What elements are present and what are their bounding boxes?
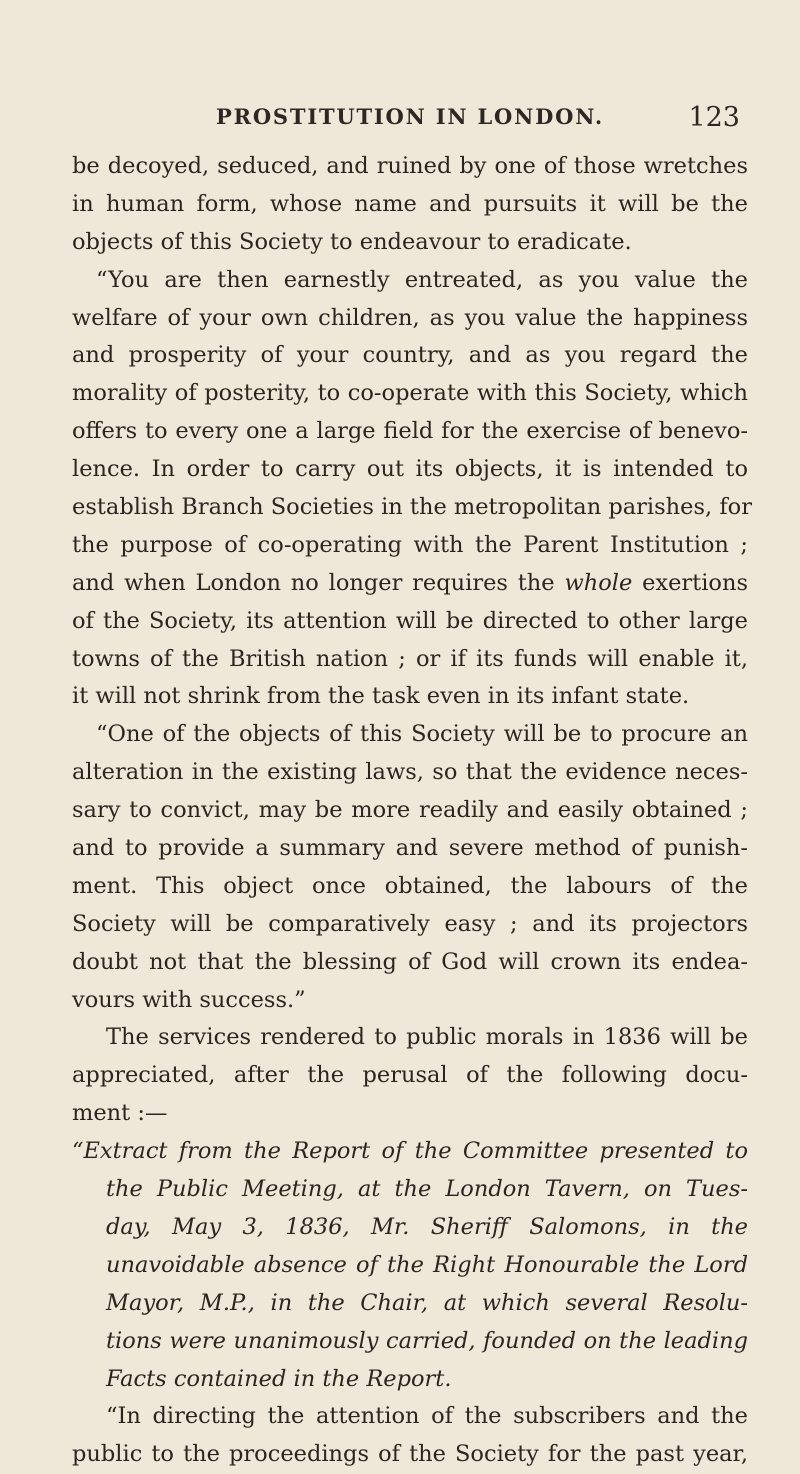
- text-line: and prosperity of your country, and as you regard the: [72, 342, 748, 369]
- text-line: lence. In order to carry out its objects, it is intended to: [72, 456, 748, 483]
- running-title: PROSTITUTION IN LONDON.: [216, 104, 604, 129]
- text-line: The services rendered to public morals in 1836 will be: [106, 1024, 748, 1051]
- emphasis: whole: [564, 569, 633, 596]
- extract-heading-line: the Public Meeting, at the London Tavern, on Tues-: [106, 1176, 748, 1203]
- text-line: [72, 565, 748, 603]
- extract-heading-line: Facts contained in the Report.: [106, 1365, 452, 1392]
- extract-heading-line: “Extract from the Report of the Committee presented to: [72, 1138, 748, 1165]
- text-line: Society will be comparatively easy ; and its projectors: [72, 910, 748, 937]
- text-line: appreciated, after the perusal of the following docu-: [72, 1062, 748, 1089]
- text-line: vours with success.”: [72, 986, 306, 1013]
- running-head: [72, 104, 748, 134]
- text-line: establish Branch Societies in the metropolitan parishes, for: [72, 494, 752, 521]
- text-line: in human form, whose name and pursuits it will be the: [72, 190, 748, 217]
- text-segment: exertions: [642, 569, 748, 596]
- text-line: it will not shrink from the task even in its infant state.: [72, 683, 690, 710]
- text-line: morality of posterity, to co-operate with this Society, which: [72, 380, 748, 407]
- text-line: of the Society, its attention will be directed to other large: [72, 607, 748, 634]
- body-text: [72, 148, 752, 1474]
- text-line: and to provide a summary and severe method of punish-: [72, 835, 748, 862]
- page-number: 123: [688, 102, 740, 133]
- text-line: alteration in the existing laws, so that the evidence neces-: [72, 759, 748, 786]
- text-line: “You are then earnestly entreated, as you value the: [96, 266, 748, 293]
- extract-heading-line: Mayor, M.P., in the Chair, at which several Resolu-: [106, 1289, 748, 1316]
- text-line: ment. This object once obtained, the labours of the: [72, 872, 748, 899]
- text-line: “In directing the attention of the subscribers and the: [106, 1403, 748, 1430]
- text-line: offers to every one a large field for the exercise of benevo-: [72, 418, 748, 445]
- text-segment: and when London no longer requires the: [72, 569, 555, 596]
- text-line: welfare of your own children, as you value the happiness: [72, 304, 748, 331]
- text-line: doubt not that the blessing of God will crown its endea-: [72, 948, 748, 975]
- text-line: ment :—: [72, 1100, 168, 1127]
- text-line: sary to convict, may be more readily and easily obtained ;: [72, 797, 748, 824]
- text-line: be decoyed, seduced, and ruined by one of those wretches: [72, 153, 748, 179]
- text-line: “One of the objects of this Society will be to procure an: [96, 721, 748, 748]
- extract-heading-line: tions were unanimously carried, founded on the leading: [106, 1327, 748, 1354]
- text-line: objects of this Society to endeavour to eradicate.: [72, 228, 632, 255]
- extract-heading-line: unavoidable absence of the Right Honourable the Lord: [106, 1251, 748, 1278]
- text-line: the purpose of co-operating with the Parent Institution ;: [72, 531, 748, 558]
- text-line: public to the proceedings of the Society for the past year,: [72, 1441, 748, 1468]
- text-line: towns of the British nation ; or if its funds will enable it,: [72, 645, 748, 672]
- extract-heading-line: day, May 3, 1836, Mr. Sheriff Salomons, in the: [106, 1213, 748, 1240]
